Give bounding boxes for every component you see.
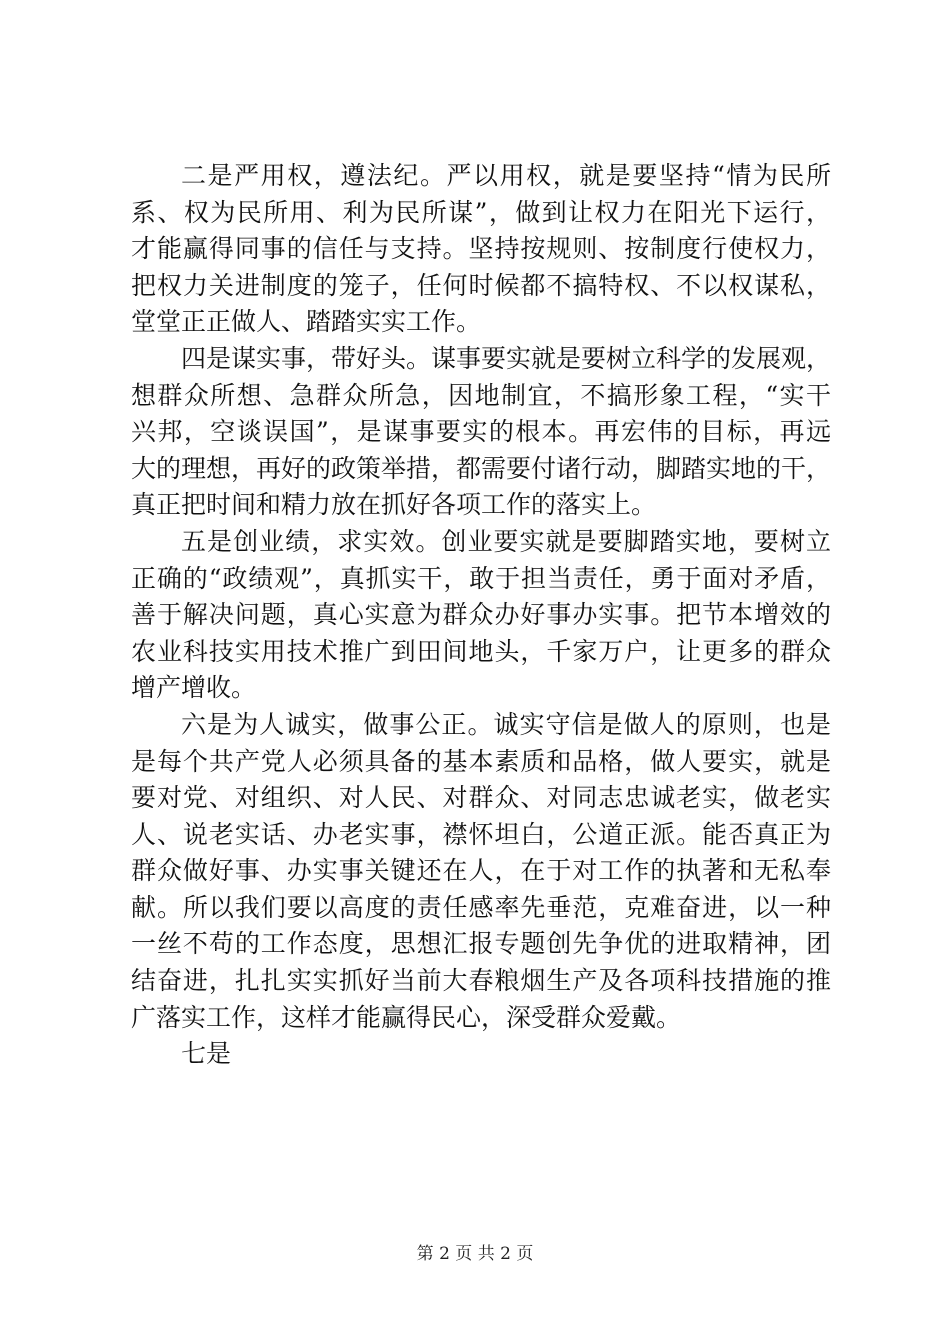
text-line: 把权力关进制度的笼子，任何时候都不搞特权、不以权谋私，	[131, 270, 831, 300]
paragraph-strict-power	[131, 158, 831, 341]
text-line: 六是为人诚实，做事公正。诚实守信是做人的原则，也是	[181, 709, 831, 739]
text-line: 真正把时间和精力放在抓好各项工作的落实上。	[131, 490, 657, 520]
text-line: 七是	[181, 1039, 232, 1069]
paragraph-honesty	[131, 707, 831, 1036]
text-line: 群众做好事、办实事关键还在人，在于对工作的执著和无私奉	[131, 856, 831, 886]
text-line: 结奋进，扎扎实实抓好当前大春粮烟生产及各项科技措施的推	[131, 966, 831, 996]
text-line: 正确的“政绩观”，真抓实干，敢于担当责任，勇于面对矛盾，	[131, 563, 831, 593]
text-line: 献。所以我们要以高度的责任感率先垂范，克难奋进，以一种	[131, 892, 831, 922]
text-line: 善于解决问题，真心实意为群众办好事办实事。把节本增效的	[131, 600, 831, 630]
text-line: 二是严用权，遵法纪。严以用权，就是要坚持“情为民所	[181, 161, 831, 190]
paragraph-achievements	[131, 524, 831, 707]
text-line: 五是创业绩，求实效。创业要实就是要脚踏实地，要树立	[181, 526, 831, 556]
document-body	[131, 158, 831, 1073]
text-line: 一丝不苟的工作态度，思想汇报专题创先争优的进取精神，团	[131, 929, 831, 959]
text-line: 增产增收。	[131, 673, 257, 703]
text-line: 四是谋实事，带好头。谋事要实就是要树立科学的发展观，	[181, 343, 832, 373]
text-line: 想群众所想、急群众所急，因地制宜，不搞形象工程，“实干	[131, 380, 831, 410]
text-line: 大的理想，再好的政策举措，都需要付诸行动，脚踏实地的干，	[131, 453, 832, 483]
text-line: 系、权为民所用、利为民所谋”，做到让权力在阳光下运行，	[131, 197, 831, 227]
text-line: 人、说老实话、办老实事，襟怀坦白，公道正派。能否真正为	[131, 819, 831, 849]
paragraph-practical-matters	[131, 341, 831, 524]
text-line: 广落实工作，这样才能赢得民心，深受群众爱戴。	[131, 1002, 682, 1032]
text-line: 兴邦，空谈误国”，是谋事要实的根本。再宏伟的目标，再远	[131, 417, 831, 447]
text-line: 要对党、对组织、对人民、对群众、对同志忠诚老实，做老实	[131, 783, 831, 813]
text-line: 堂堂正正做人、踏踏实实工作。	[131, 307, 482, 337]
text-line: 农业科技实用技术推广到田间地头，千家万户，让更多的群众	[131, 636, 831, 666]
text-line: 是每个共产党人必须具备的基本素质和品格，做人要实，就是	[131, 746, 831, 776]
paragraph-seventh	[131, 1036, 831, 1073]
text-line: 才能赢得同事的信任与支持。坚持按规则、按制度行使权力，	[131, 234, 831, 264]
page-footer: 第 2 页 共 2 页	[416, 1244, 534, 1264]
